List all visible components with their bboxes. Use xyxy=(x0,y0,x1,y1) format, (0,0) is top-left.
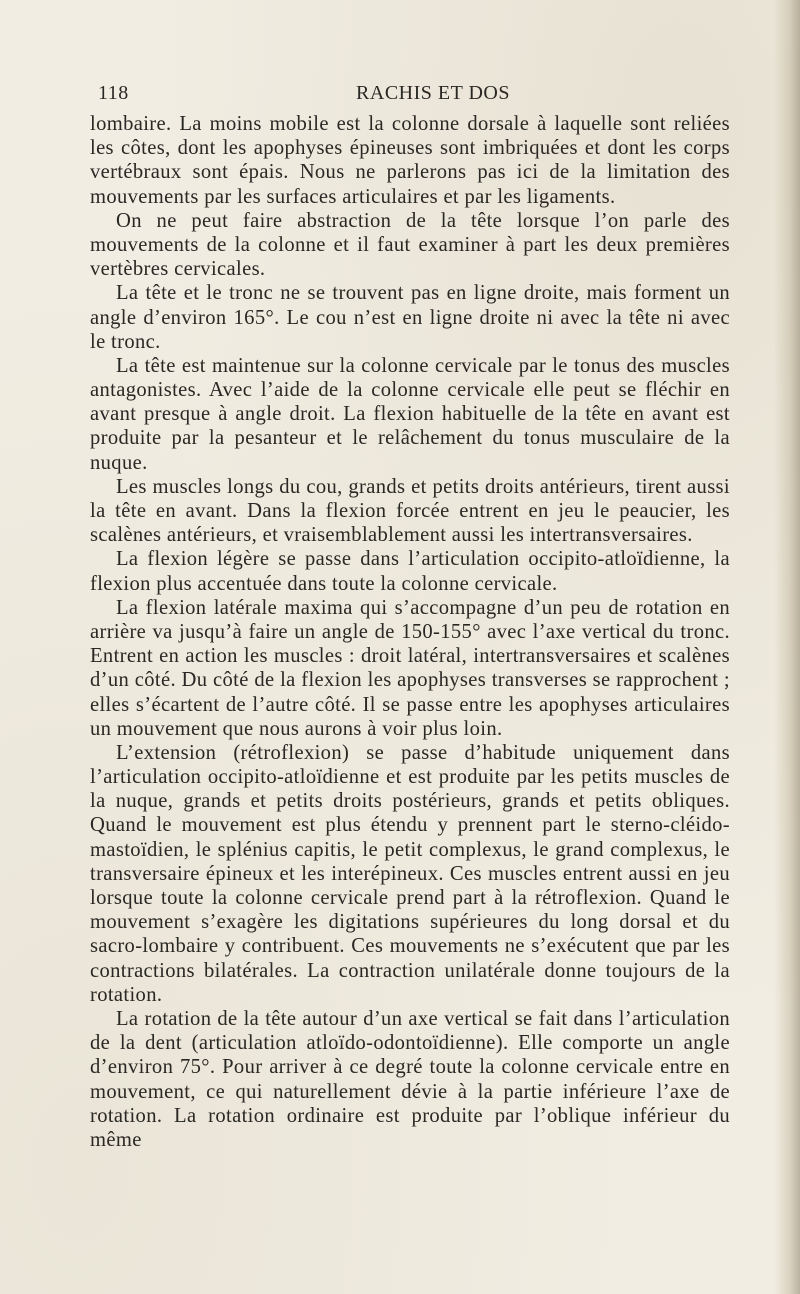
paragraph: La tête et le tronc ne se trouvent pas en ligne droite, mais forment un angle d’environ 165°. Le cou n’est en ligne droite ni avec la tête ni avec le tronc. xyxy=(90,282,730,353)
page-number: 118 xyxy=(98,82,129,104)
paragraph: L’extension (rétroflexion) se passe d’habitude uniquement dans l’articulation occipito-atloïdienne et est produite par les petits muscles de la nuque, grands et petits droits postérieurs, grands et petits obliques. Quand le mouvement est plus étendu y prennent part le sterno-cléido-mastoïdien, le splénius capitis, le petit complexus, le grand complexus, le transversaire épineux et les interépineux. Ces muscles entrent aussi en jeu lorsque toute la colonne cervicale prend part à la rétroflexion. Quand le mouvement s’exagère les digitations supérieures du long dorsal et du sacro-lombaire y contribuent. Ces mouvements ne s’exécutent que par les contractions bilatérales. La contraction unilatérale donne toujours de la rotation. xyxy=(90,741,730,1006)
body-text xyxy=(90,112,730,1152)
page-header xyxy=(98,82,728,112)
paragraph: La flexion légère se passe dans l’articulation occipito-atloïdienne, la flexion plus accentuée dans toute la colonne cervicale. xyxy=(90,548,730,595)
paragraph: Les muscles longs du cou, grands et petits droits antérieurs, tirent aussi la tête en avant. Dans la flexion forcée entrent en jeu le peaucier, les scalènes antérieurs, et vraisemblablement aussi les intertransversaires. xyxy=(90,475,730,547)
running-title: RACHIS ET DOS xyxy=(356,82,510,104)
paragraph: On ne peut faire abstraction de la tête lorsque l’on parle des mouvements de la colonne et il faut examiner à part les deux premières vertèbres cervicales. xyxy=(90,209,730,281)
paragraph: lombaire. La moins mobile est la colonne dorsale à laquelle sont reliées les côtes, dont les apophyses épineuses sont imbriquées et dont les corps vertébraux sont épais. Nous ne parlerons pas ici de la limitation des mouvements par les surfaces articulaires et par les ligaments. xyxy=(90,113,730,208)
page-edge-shadow xyxy=(774,0,800,1294)
paragraph: La rotation de la tête autour d’un axe vertical se fait dans l’articulation de la dent (articulation atloïdo-odontoïdienne). Elle comporte un angle d’environ 75°. Pour arriver à ce degré toute la colonne cervicale entre en mouvement, ce qui naturellement dévie à la partie inférieure l’axe de rotation. La rotation ordinaire est produite par l’oblique inférieur du même xyxy=(90,1007,730,1151)
paragraph: La tête est maintenue sur la colonne cervicale par le tonus des muscles antagonistes. Avec l’aide de la colonne cervicale elle peut se fléchir en avant presque à angle droit. La flexion habituelle de la tête en avant est produite par la pesanteur et le relâchement du tonus musculaire de la nuque. xyxy=(90,354,730,474)
paragraph: La flexion latérale maxima qui s’accompagne d’un peu de rotation en arrière va jusqu’à faire un angle de 150-155° avec l’axe vertical du tronc. Entrent en action les muscles : droit latéral, intertransversaires et scalènes d’un côté. Du côté de la flexion les apophyses transverses se rapprochent ; elles s’écartent de l’autre côté. Il se passe entre les apophyses articulaires un mouvement que nous aurons à voir plus loin. xyxy=(90,596,730,740)
